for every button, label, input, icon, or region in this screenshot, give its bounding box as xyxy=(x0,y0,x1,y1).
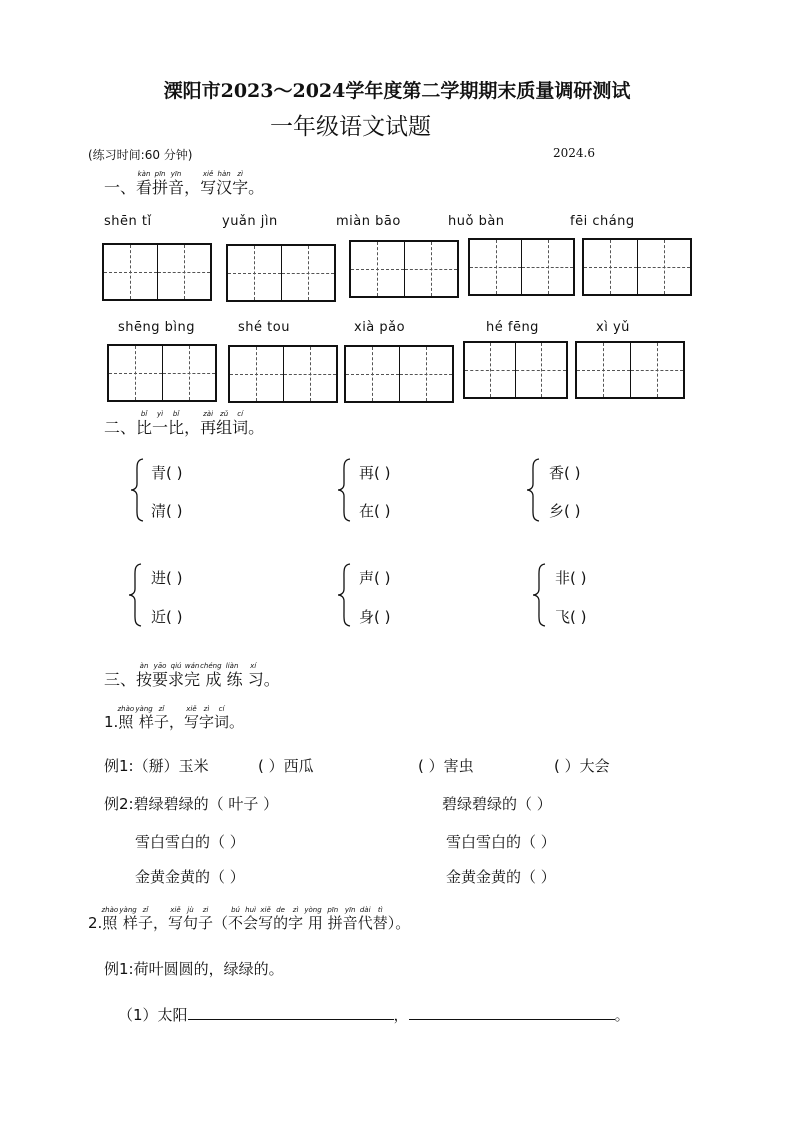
compare-word[interactable]: 再( ) xyxy=(359,464,391,482)
question2-heading xyxy=(88,906,410,933)
pinyin-label: hé fēng xyxy=(486,320,539,335)
brace-icon xyxy=(130,458,144,522)
ruby-char: 字zì xyxy=(232,170,249,197)
ruby-char: 比bǐ xyxy=(136,410,153,437)
ruby-char: 拼pīn xyxy=(322,906,343,932)
writing-grid[interactable] xyxy=(349,240,459,298)
section2-end: 。 xyxy=(248,418,265,437)
ruby-char: 音yīn xyxy=(168,170,185,197)
compare-word[interactable]: 身( ) xyxy=(359,608,391,626)
writing-grid[interactable] xyxy=(107,344,217,402)
ruby-char: 写xiě xyxy=(258,906,274,932)
ruby-char: 拼pīn xyxy=(152,170,169,197)
section1-end: 。 xyxy=(248,178,265,197)
exam-subtitle: 一年级语文试题 xyxy=(270,114,431,140)
sentence-period: 。 xyxy=(614,1006,630,1024)
pinyin-label: huǒ bàn xyxy=(448,214,505,229)
ruby-char: 子zǐ xyxy=(153,705,169,731)
question2-instruction xyxy=(101,906,396,932)
example1-blank[interactable]: ( ）大会 xyxy=(554,757,610,775)
example2-blank[interactable]: 金黄金黄的（ ） xyxy=(446,868,556,886)
ruby-char: 一yì xyxy=(152,410,169,437)
exam-date: 2024.6 xyxy=(553,146,595,160)
section2-number: 二、 xyxy=(104,418,137,437)
writing-grid[interactable] xyxy=(228,345,338,403)
ruby-char: 字zì xyxy=(198,705,214,731)
ruby-char: 的de xyxy=(273,906,289,932)
ruby-char: 字zì xyxy=(288,906,304,932)
ruby-char: 比bǐ xyxy=(168,410,185,437)
compare-word[interactable]: 青( ) xyxy=(151,464,183,482)
example1-blank[interactable]: ( ）西瓜 xyxy=(258,757,314,775)
example2-blank[interactable]: 金黄金黄的（ ） xyxy=(135,868,245,886)
example2-blank[interactable]: 雪白雪白的（ ） xyxy=(446,833,556,851)
section1-instruction xyxy=(136,170,249,197)
section3-instruction xyxy=(136,662,264,689)
ruby-char: 样yàng xyxy=(118,906,138,932)
pinyin-label: yuǎn jìn xyxy=(222,214,278,229)
ruby-punct: ， xyxy=(168,713,184,731)
writing-grid[interactable] xyxy=(102,243,212,301)
question2-number: 2. xyxy=(88,914,103,932)
brace-icon xyxy=(532,563,546,627)
compare-word[interactable]: 飞( ) xyxy=(555,608,587,626)
writing-grid[interactable] xyxy=(463,341,568,399)
pinyin-label: fēi cháng xyxy=(570,214,635,229)
section3-number: 三、 xyxy=(104,670,137,689)
writing-grid[interactable] xyxy=(582,238,692,296)
question1-number: 1. xyxy=(104,713,119,731)
question1-instruction xyxy=(117,705,230,731)
compare-word[interactable]: 乡( ) xyxy=(549,502,581,520)
ruby-char: 写xiě xyxy=(183,705,199,731)
compare-word[interactable]: 清( ) xyxy=(151,502,183,520)
section1-heading xyxy=(104,170,264,198)
ruby-char: 词cí xyxy=(214,705,230,731)
question2-example: 例1:荷叶圆圆的，绿绿的。 xyxy=(104,960,284,978)
pinyin-label: miàn bāo xyxy=(336,214,401,229)
sentence-item xyxy=(118,1004,630,1025)
sentence-comma: ， xyxy=(393,1006,409,1024)
ruby-char: 样yàng xyxy=(134,705,154,731)
pinyin-label: shé tou xyxy=(238,320,290,335)
answer-line[interactable] xyxy=(409,1005,615,1020)
ruby-char: 子zǐ xyxy=(137,906,153,932)
section1-number: 一、 xyxy=(104,178,137,197)
example1-text: 例1:（掰）玉米 xyxy=(104,757,209,775)
question1-end: 。 xyxy=(229,713,245,731)
compare-word[interactable]: 非( ) xyxy=(555,569,587,587)
time-note: (练习时间:60 分钟) xyxy=(88,148,193,162)
pinyin-label: xià pǎo xyxy=(354,320,406,335)
compare-word[interactable]: 进( ) xyxy=(151,569,183,587)
example2-blank[interactable]: 碧绿碧绿的（ ） xyxy=(442,795,552,813)
section3-end: 。 xyxy=(263,670,280,689)
ruby-char: 练liàn xyxy=(221,662,243,689)
answer-line[interactable] xyxy=(188,1005,394,1020)
ruby-char: 成chéng xyxy=(200,662,222,689)
ruby-char: 子zi xyxy=(198,906,214,932)
brace-icon xyxy=(128,563,142,627)
ruby-punct: （ xyxy=(213,914,229,932)
ruby-char: 完wán xyxy=(184,662,201,689)
ruby-char: 音yīn xyxy=(342,906,358,932)
brace-icon xyxy=(337,458,351,522)
compare-word[interactable]: 近( ) xyxy=(151,608,183,626)
writing-grid[interactable] xyxy=(344,345,454,403)
ruby-char: 代dài xyxy=(357,906,373,932)
ruby-char: 写xiě xyxy=(167,906,183,932)
ruby-char: 照zhào xyxy=(117,705,135,731)
ruby-char: 汉hàn xyxy=(216,170,233,197)
compare-word[interactable]: 在( ) xyxy=(359,502,391,520)
example1-blank[interactable]: ( ）害虫 xyxy=(418,757,474,775)
ruby-char: 会huì xyxy=(243,906,259,932)
example2-text: 例2:碧绿碧绿的（ 叶子 ） xyxy=(104,795,279,813)
ruby-char: 按àn xyxy=(136,662,153,689)
writing-grid[interactable] xyxy=(226,244,336,302)
brace-icon xyxy=(526,458,540,522)
brace-icon xyxy=(337,563,351,627)
question2-end: 。 xyxy=(395,914,411,932)
example2-blank[interactable]: 雪白雪白的（ ） xyxy=(135,833,245,851)
ruby-char: 要yāo xyxy=(152,662,169,689)
pinyin-label: xì yǔ xyxy=(596,320,630,335)
section2-heading xyxy=(104,410,264,438)
ruby-char: 句jù xyxy=(182,906,198,932)
section3-heading xyxy=(104,662,280,690)
writing-grid[interactable] xyxy=(575,341,685,399)
section2-instruction xyxy=(136,410,249,437)
ruby-char: 看kàn xyxy=(136,170,153,197)
ruby-char: 组zǔ xyxy=(216,410,233,437)
pinyin-label: shēn tǐ xyxy=(104,214,152,229)
ruby-punct: ， xyxy=(184,178,201,197)
question1-heading xyxy=(104,705,244,732)
pinyin-label: shēng bìng xyxy=(118,320,195,335)
ruby-char: 词cí xyxy=(232,410,249,437)
compare-word[interactable]: 香( ) xyxy=(549,464,581,482)
exam-title: 溧阳市2023～2024学年度第二学期期末质量调研测试 xyxy=(163,80,631,102)
ruby-char: 用yòng xyxy=(303,906,323,932)
ruby-char: 不bú xyxy=(228,906,244,932)
ruby-punct: ， xyxy=(152,914,168,932)
writing-grid[interactable] xyxy=(468,238,575,296)
ruby-char: 再zài xyxy=(200,410,217,437)
sentence-label: （1）太阳 xyxy=(118,1006,188,1024)
ruby-char: 求qiú xyxy=(168,662,185,689)
ruby-char: 替tì xyxy=(372,906,388,932)
ruby-char: 照zhào xyxy=(101,906,119,932)
ruby-char: 写xiě xyxy=(200,170,217,197)
ruby-punct: ） xyxy=(387,914,396,932)
ruby-punct: ， xyxy=(184,418,201,437)
ruby-char: 习xí xyxy=(242,662,264,689)
compare-word[interactable]: 声( ) xyxy=(359,569,391,587)
